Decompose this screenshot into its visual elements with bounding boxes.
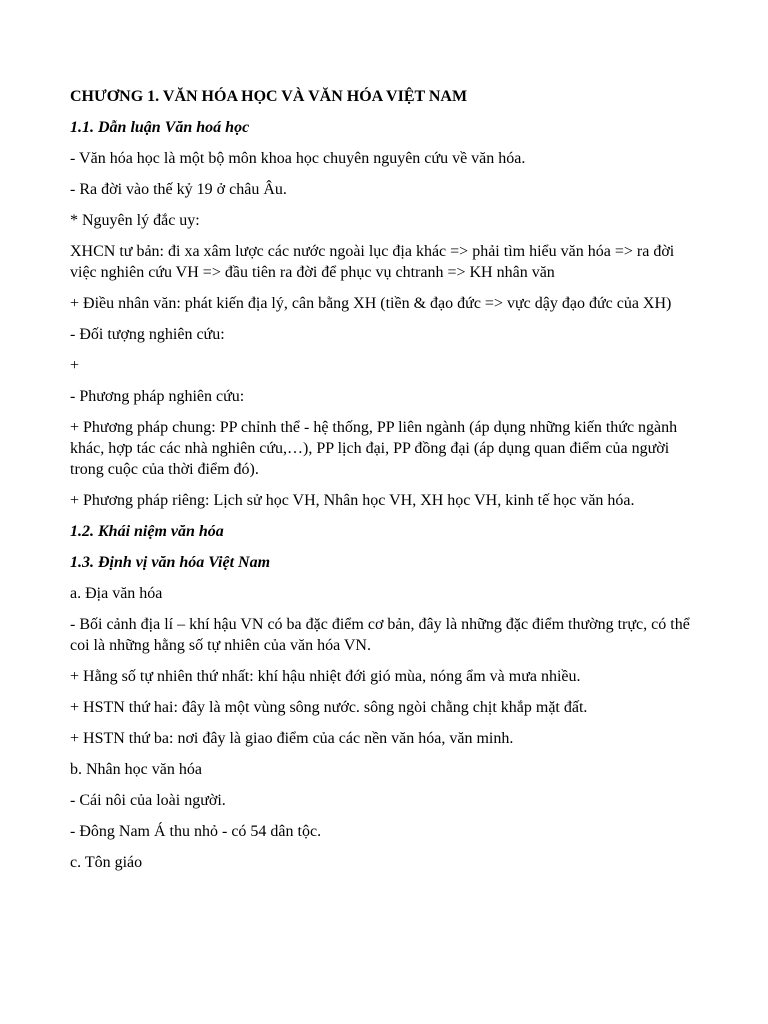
paragraph: XHCN tư bản: đi xa xâm lược các nước ngoài lục địa khác => phải tìm hiểu văn hóa => ra đời việc nghiên cứu VH => đầu tiên ra đời để phục vụ chtranh => KH nhân văn: [70, 243, 675, 281]
paragraph: +: [70, 357, 80, 374]
document-page: [70, 86, 700, 883]
paragraph: b. Nhân học văn hóa: [70, 761, 202, 778]
section-heading-1-2: 1.2. Khái niệm văn hóa: [70, 523, 224, 540]
paragraph: - Ra đời vào thế kỷ 19 ở châu Âu.: [70, 181, 287, 198]
paragraph: + HSTN thứ ba: nơi đây là giao điểm của các nền văn hóa, văn minh.: [70, 730, 514, 747]
chapter-title: CHƯƠNG 1. VĂN HÓA HỌC VÀ VĂN HÓA VIỆT NAM: [70, 88, 468, 105]
paragraph: * Nguyên lý đắc uy:: [70, 212, 200, 229]
paragraph: - Đông Nam Á thu nhỏ - có 54 dân tộc.: [70, 823, 322, 840]
paragraph: a. Địa văn hóa: [70, 585, 163, 602]
paragraph: - Bối cảnh địa lí – khí hậu VN có ba đặc điểm cơ bản, đây là những đặc điểm thường trực, có thể coi là những hằng số tự nhiên của văn hóa VN.: [70, 616, 690, 654]
paragraph: c. Tôn giáo: [70, 854, 143, 871]
paragraph: - Phương pháp nghiên cứu:: [70, 388, 245, 405]
paragraph: - Cái nôi của loài người.: [70, 792, 226, 809]
section-heading-1-1: 1.1. Dẫn luận Văn hoá học: [70, 119, 250, 136]
section-heading-1-3: 1.3. Định vị văn hóa Việt Nam: [70, 554, 271, 571]
paragraph: + HSTN thứ hai: đây là một vùng sông nước. sông ngòi chằng chịt khắp mặt đất.: [70, 699, 588, 716]
paragraph: + Hằng số tự nhiên thứ nhất: khí hậu nhiệt đới gió mùa, nóng ẩm và mưa nhiều.: [70, 668, 581, 685]
paragraph: - Văn hóa học là một bộ môn khoa học chuyên nguyên cứu về văn hóa.: [70, 150, 526, 167]
paragraph: + Điều nhân văn: phát kiến địa lý, cân bằng XH (tiền & đạo đức => vực dậy đạo đức của XH): [70, 295, 672, 312]
paragraph: + Phương pháp riêng: Lịch sử học VH, Nhân học VH, XH học VH, kinh tế học văn hóa.: [70, 492, 635, 509]
paragraph: + Phương pháp chung: PP chỉnh thể - hệ thống, PP liên ngành (áp dụng những kiến thức ngành khác, hợp tác các nhà nghiên cứu,…), PP lịch đại, PP đồng đại (áp dụng quan điểm của người trong cuộc của thời điểm đó).: [70, 419, 678, 478]
paragraph: - Đối tượng nghiên cứu:: [70, 326, 225, 343]
